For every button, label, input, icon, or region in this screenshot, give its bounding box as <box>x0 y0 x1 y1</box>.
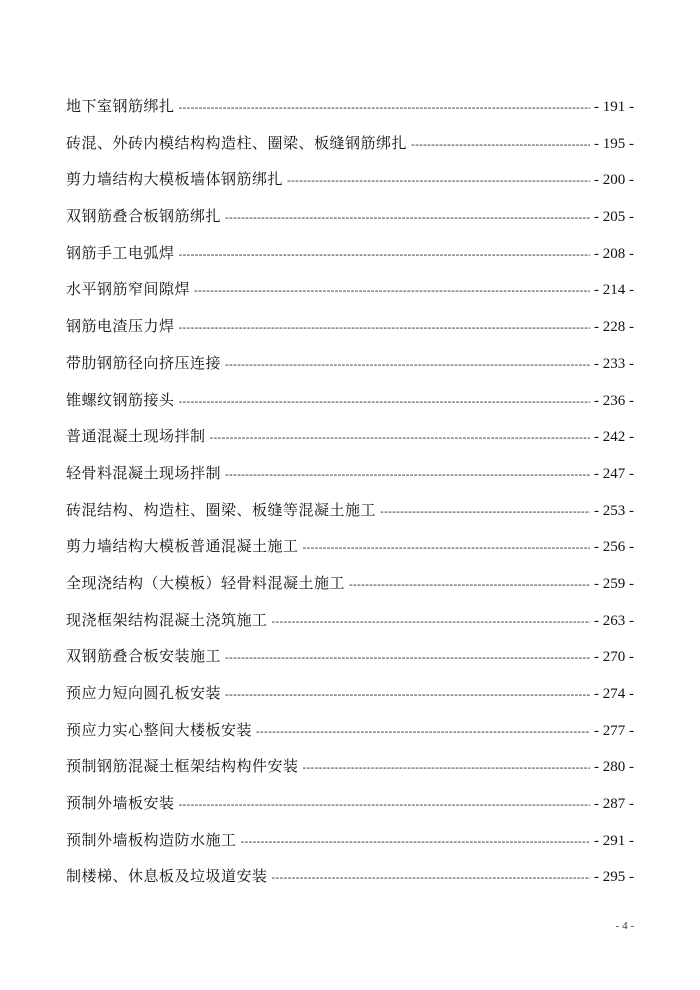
toc-entry[interactable] <box>66 308 634 345</box>
toc-entry-page: - 256 - <box>594 539 634 556</box>
toc-entry-title: 砖混、外砖内模结构构造柱、圈梁、板缝钢筋绑扎 <box>66 133 408 152</box>
toc-leader-dots <box>303 750 590 787</box>
toc-entry-title: 钢筋电渣压力焊 <box>66 317 175 336</box>
toc-entry[interactable] <box>66 565 634 602</box>
toc-entry-title: 双钢筋叠合板安装施工 <box>66 647 222 666</box>
toc-entry-page: - 263 - <box>594 612 634 629</box>
toc-leader-dots <box>179 310 590 347</box>
toc-entry-title: 地下室钢筋绑扎 <box>66 97 175 115</box>
toc-leader-dots <box>287 163 590 200</box>
toc-entry[interactable] <box>66 455 634 492</box>
toc-leader-dots <box>256 714 590 751</box>
toc-entry[interactable] <box>66 382 634 419</box>
toc-leader-dots <box>272 604 590 641</box>
toc-entry-page: - 195 - <box>594 135 634 152</box>
toc-entry-page: - 228 - <box>594 319 634 336</box>
toc-entry[interactable] <box>66 675 634 712</box>
toc-entry[interactable] <box>66 748 634 785</box>
toc-entry-title: 带肋钢筋径向挤压连接 <box>66 353 222 372</box>
toc-entry[interactable] <box>66 528 634 565</box>
toc-entry-title: 轻骨料混凝土现场拌制 <box>66 463 222 482</box>
toc-leader-dots <box>272 860 590 897</box>
toc-leader-dots <box>303 530 590 567</box>
toc-entry[interactable] <box>66 345 634 382</box>
toc-entry-title: 现浇框架结构混凝土浇筑施工 <box>66 610 268 629</box>
toc-entry-title: 水平钢筋窄间隙焊 <box>66 280 191 299</box>
toc-entry-title: 制楼梯、休息板及垃圾道安装 <box>66 867 268 886</box>
toc-entry[interactable] <box>66 638 634 675</box>
toc-leader-dots <box>380 494 590 531</box>
toc-leader-dots <box>210 420 590 457</box>
toc-leader-dots <box>225 677 590 714</box>
toc-entry[interactable] <box>66 235 634 272</box>
toc-entry[interactable] <box>66 198 634 235</box>
toc-entry-page: - 242 - <box>594 429 634 446</box>
toc-entry[interactable] <box>66 418 634 455</box>
toc-entry-page: - 270 - <box>594 649 634 666</box>
toc-entry-title: 预应力短向圆孔板安装 <box>66 684 222 702</box>
toc-entry[interactable] <box>66 785 634 822</box>
toc-leader-dots <box>225 640 590 677</box>
toc-entry-title: 预应力实心整间大楼板安装 <box>66 720 253 739</box>
toc-leader-dots <box>225 200 590 237</box>
toc-entry[interactable] <box>66 712 634 749</box>
toc-entry-page: - 205 - <box>594 209 634 226</box>
toc-entry[interactable] <box>66 822 634 859</box>
toc-entry[interactable] <box>66 88 634 125</box>
toc-entry-page: - 208 - <box>594 245 634 262</box>
toc-entry-page: - 287 - <box>594 796 634 813</box>
toc-entry-title: 砖混结构、构造柱、圈梁、板缝等混凝土施工 <box>66 500 377 519</box>
toc-entry-title: 双钢筋叠合板钢筋绑扎 <box>66 207 222 226</box>
toc-entry-title: 钢筋手工电弧焊 <box>66 243 175 262</box>
toc-entry-page: - 191 - <box>594 99 634 115</box>
toc-entry-title: 剪力墙结构大模板墙体钢筋绑扎 <box>66 170 284 189</box>
toc-entry-page: - 280 - <box>594 759 634 776</box>
toc-entry-page: - 247 - <box>594 465 634 482</box>
toc-leader-dots <box>179 787 590 824</box>
toc-entry[interactable] <box>66 602 634 639</box>
page-number: - 4 - <box>615 920 634 932</box>
toc-leader-dots <box>225 347 590 384</box>
toc-entry-page: - 200 - <box>594 172 634 189</box>
toc-entry[interactable] <box>66 125 634 162</box>
toc-entry-page: - 274 - <box>594 686 634 702</box>
toc-leader-dots <box>411 127 590 164</box>
toc-entry[interactable] <box>66 161 634 198</box>
toc-entry[interactable] <box>66 492 634 529</box>
toc-leader-dots <box>194 273 590 310</box>
table-of-contents <box>66 88 634 895</box>
toc-entry-title: 预制钢筋混凝土框架结构构件安装 <box>66 757 299 776</box>
toc-entry-page: - 295 - <box>594 869 634 886</box>
toc-entry-title: 全现浇结构（大模板）轻骨料混凝土施工 <box>66 573 346 592</box>
toc-entry-title: 剪力墙结构大模板普通混凝土施工 <box>66 537 299 556</box>
toc-entry-page: - 259 - <box>594 575 634 592</box>
toc-leader-dots <box>179 384 590 421</box>
toc-entry-page: - 236 - <box>594 392 634 409</box>
toc-leader-dots <box>225 457 590 494</box>
toc-entry-page: - 277 - <box>594 722 634 739</box>
toc-leader-dots <box>241 824 590 861</box>
toc-entry-page: - 214 - <box>594 282 634 299</box>
toc-leader-dots <box>179 237 590 274</box>
toc-entry[interactable] <box>66 271 634 308</box>
toc-leader-dots <box>349 567 590 604</box>
toc-entry-page: - 291 - <box>594 832 634 849</box>
toc-entry[interactable] <box>66 858 634 895</box>
toc-leader-dots <box>179 90 590 127</box>
toc-entry-title: 预制外墙板构造防水施工 <box>66 830 237 849</box>
toc-entry-title: 预制外墙板安装 <box>66 794 175 813</box>
toc-entry-page: - 233 - <box>594 355 634 372</box>
toc-entry-page: - 253 - <box>594 502 634 519</box>
toc-entry-title: 锥螺纹钢筋接头 <box>66 390 175 409</box>
toc-entry-title: 普通混凝土现场拌制 <box>66 427 206 446</box>
